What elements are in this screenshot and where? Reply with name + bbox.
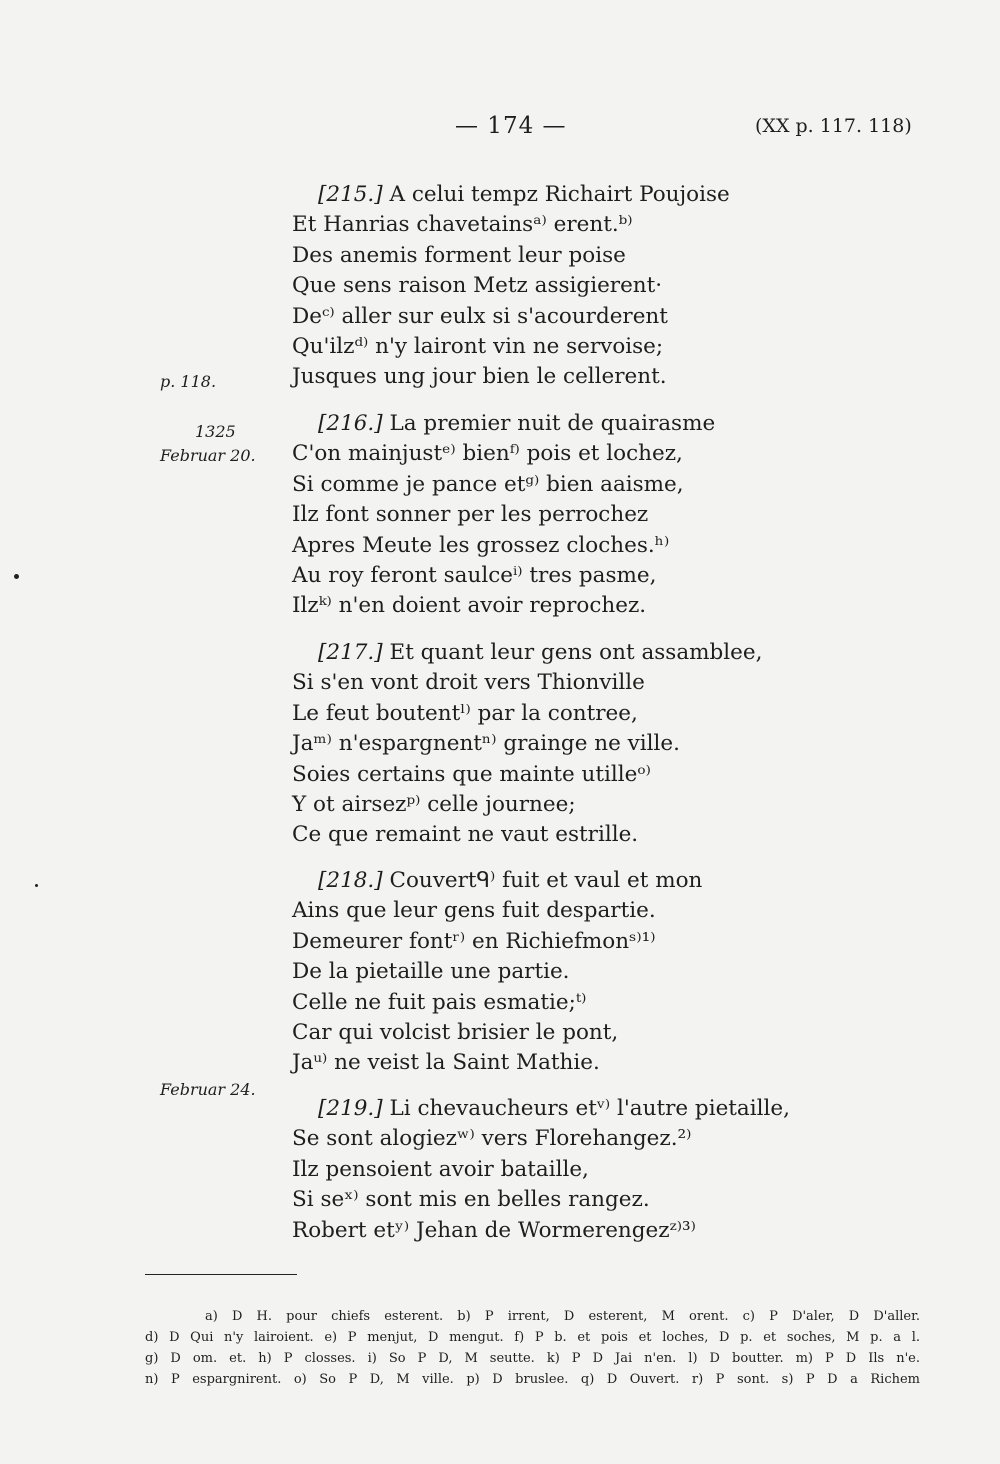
verse-line: Ilzᵏ⁾ n'en doient avoir reprochez.: [292, 593, 647, 619]
verse-line: Et Hanrias chavetainsᵃ⁾ erent.ᵇ⁾: [292, 212, 633, 238]
print-speck: [14, 574, 19, 579]
verse-line: Robert etʸ⁾ Jehan de Wormerengezᶻ⁾³⁾: [292, 1217, 696, 1243]
verse-line: Des anemis forment leur poise: [292, 242, 626, 268]
verse-line: Ilz font sonner per les perrochez: [292, 502, 649, 528]
stanza-number: [218.]: [318, 868, 383, 893]
verse-line: Si seˣ⁾ sont mis en belles rangez.: [292, 1187, 650, 1213]
verse-line: Y ot airsezᵖ⁾ celle journee;: [292, 792, 576, 818]
verse-line: De la pietaille une partie.: [292, 959, 570, 985]
verse-line: Au roy feront saulceⁱ⁾ tres pasme,: [292, 563, 657, 589]
stanza-number: [216.]: [318, 411, 383, 436]
footnote-line: d) D Qui n'y lairoient. e) P menjut, D mengut. f) P b. et pois et loches, D p. et soches, M p. a l.: [145, 1330, 920, 1345]
verse-line: Si s'en vont droit vers Thionville: [292, 670, 645, 696]
verse-line: Si comme je pance etᵍ⁾ bien aaisme,: [292, 471, 684, 497]
margin-note-date-1: Februar 20.: [160, 446, 256, 465]
verse-line: Jaᵘ⁾ ne veist la Saint Mathie.: [292, 1050, 600, 1076]
verse-line: Ilz pensoient avoir bataille,: [292, 1156, 589, 1182]
margin-note-date-2: Februar 24.: [160, 1080, 256, 1099]
verse-line: Car qui volcist brisier le pont,: [292, 1020, 619, 1046]
verse-line: [219.] Li chevaucheurs etᵛ⁾ l'autre pietaille,: [318, 1096, 790, 1121]
verse-line: [216.] La premier nuit de quairasme: [318, 411, 716, 436]
verse-line: Se sont alogiezʷ⁾ vers Florehangez.²⁾: [292, 1126, 692, 1152]
verse-line: Jaᵐ⁾ n'espargnentⁿ⁾ grainge ne ville.: [292, 731, 680, 757]
verse-line: [215.] A celui tempz Richairt Poujoise: [318, 182, 730, 207]
stanza-number: [219.]: [318, 1096, 383, 1121]
verse-line: Jusques ung jour bien le cellerent.: [292, 364, 667, 390]
footnote-line: a) D H. pour chiefs esterent. b) P irrent, D esterent, M orent. c) P D'aler, D D'aller.: [205, 1309, 920, 1324]
footnote-divider: [145, 1274, 297, 1275]
verse-line: Soies certains que mainte utilleᵒ⁾: [292, 761, 651, 787]
footnote-line: n) P espargnirent. o) So P D, M ville. p) D bruslee. q) D Ouvert. r) P sont. s) P D a Richem: [145, 1372, 920, 1387]
verse-line: Qu'ilzᵈ⁾ n'y lairont vin ne servoise;: [292, 334, 664, 360]
stanza-217: [292, 638, 852, 851]
verse-line: Demeurer fontʳ⁾ en Richiefmonˢ⁾¹⁾: [292, 928, 656, 954]
verse-line: [218.] Couvertᑫ⁾ fuit et vaul et mon: [318, 868, 703, 893]
verse-line: [217.] Et quant leur gens ont assamblee,: [318, 640, 763, 665]
stanza-219: [292, 1094, 852, 1246]
verse-line: C'on mainjustᵉ⁾ bienᶠ⁾ pois et lochez,: [292, 441, 683, 467]
stanza-218: [292, 866, 852, 1079]
verse-line: Ains que leur gens fuit despartie.: [292, 898, 656, 924]
footnote-line: g) D om. et. h) P closses. i) So P D, M seutte. k) P D Jai n'en. l) D boutter. m) P D Ils n'e.: [145, 1351, 920, 1366]
verse-line: Ce que remaint ne vaut estrille.: [292, 822, 639, 848]
stanza-number: [215.]: [318, 182, 383, 207]
print-speck: [35, 884, 38, 887]
margin-note-year: 1325: [195, 422, 236, 441]
verse-line: Le feut boutentˡ⁾ par la contree,: [292, 700, 638, 726]
verse-line: Apres Meute les grossez cloches.ʰ⁾: [292, 532, 670, 558]
verse-line: Celle ne fuit pais esmatie;ᵗ⁾: [292, 989, 587, 1015]
verse-line: Deᶜ⁾ aller sur eulx si s'acourderent: [292, 303, 668, 329]
stanza-215: [292, 180, 852, 393]
stanza-number: [217.]: [318, 640, 383, 665]
page-reference: (XX p. 117. 118): [755, 115, 912, 137]
stanza-216: [292, 409, 852, 622]
verse-line: Que sens raison Metz assigierent·: [292, 273, 663, 299]
footnotes: [145, 1306, 920, 1390]
margin-note-page: p. 118.: [160, 372, 217, 391]
page-number: — 174 —: [455, 113, 567, 139]
